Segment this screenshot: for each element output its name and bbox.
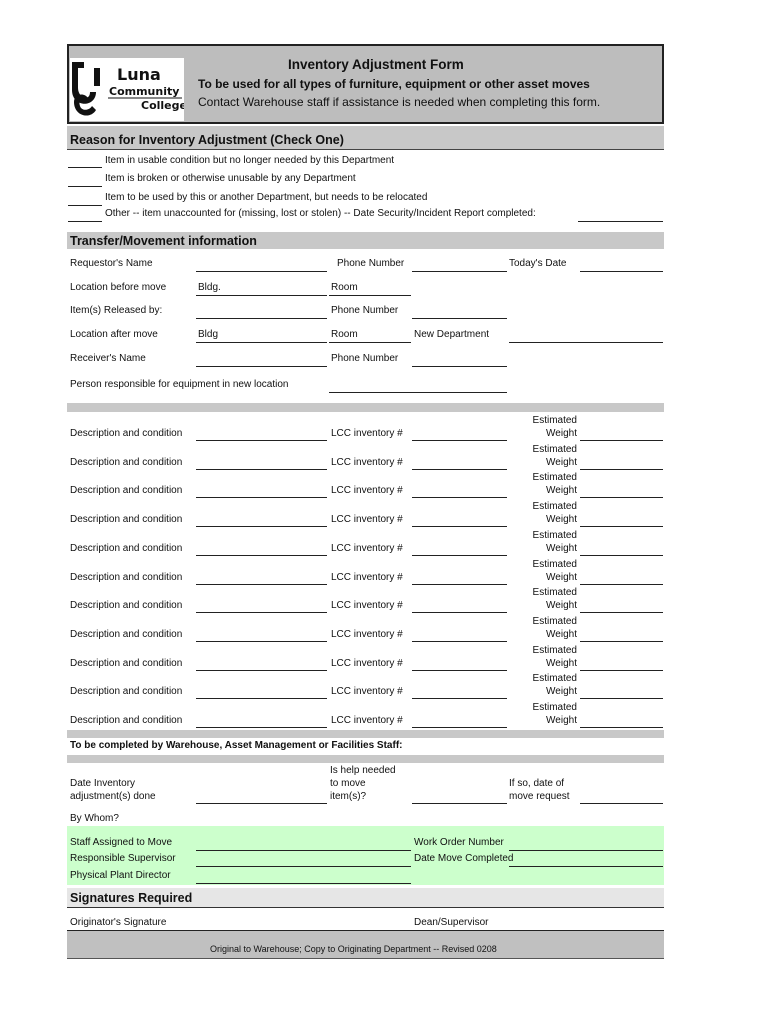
college-logo xyxy=(70,58,184,121)
item-weight-field-4[interactable] xyxy=(580,526,663,527)
room-before-field[interactable] xyxy=(329,295,411,296)
item-lcc-label-8: LCC inventory # xyxy=(331,629,403,640)
todays-date-label: Today's Date xyxy=(509,258,567,269)
item-lcc-field-8[interactable] xyxy=(412,641,507,642)
dean-supervisor-label: Dean/Supervisor xyxy=(414,917,489,928)
item-weight-field-2[interactable] xyxy=(580,469,663,470)
college-logo-icon xyxy=(70,58,184,121)
item-description-label-9: Description and condition xyxy=(70,658,183,669)
item-weight-field-8[interactable] xyxy=(580,641,663,642)
new-department-label: New Department xyxy=(414,329,490,340)
item-description-label-5: Description and condition xyxy=(70,543,183,554)
released-phone-label: Phone Number xyxy=(331,305,399,316)
item-description-field-5[interactable] xyxy=(196,555,327,556)
form-title: Inventory Adjustment Form xyxy=(288,57,464,72)
item-lcc-field-5[interactable] xyxy=(412,555,507,556)
item-estimated-label-9: Estimated xyxy=(532,645,577,656)
by-whom-label: By Whom? xyxy=(70,813,119,824)
bldg-after-field[interactable] xyxy=(196,342,327,343)
item-weight-label-8: Weight xyxy=(546,629,577,640)
requestor-label: Requestor's Name xyxy=(70,258,153,269)
item-description-label-2: Description and condition xyxy=(70,457,183,468)
receiver-label: Receiver's Name xyxy=(70,353,146,364)
item-weight-label-3: Weight xyxy=(546,485,577,496)
incident-report-date-field[interactable] xyxy=(578,221,663,222)
move-request-label-2: move request xyxy=(509,791,570,802)
svg-text:College: College xyxy=(141,99,184,112)
item-lcc-label-10: LCC inventory # xyxy=(331,686,403,697)
item-description-field-11[interactable] xyxy=(196,727,327,728)
receiver-phone-field[interactable] xyxy=(412,366,507,367)
item-weight-label-5: Weight xyxy=(546,543,577,554)
reason-option-4: Other -- item unaccounted for (missing, lost or stolen) -- Date Security/Incident Report completed: xyxy=(105,208,536,219)
item-weight-label-10: Weight xyxy=(546,686,577,697)
plant-director-field[interactable] xyxy=(196,883,411,884)
staff-assigned-label: Staff Assigned to Move xyxy=(70,837,173,848)
reason-checkbox-4[interactable] xyxy=(68,221,102,222)
requestor-phone-label: Phone Number xyxy=(337,258,405,269)
svg-text:Luna: Luna xyxy=(117,65,161,84)
plant-director-label: Physical Plant Director xyxy=(70,870,171,881)
item-lcc-field-10[interactable] xyxy=(412,698,507,699)
bldg-before-field[interactable] xyxy=(196,295,327,296)
item-weight-label-11: Weight xyxy=(546,715,577,726)
help-needed-label-2: to move xyxy=(330,778,366,789)
work-order-label: Work Order Number xyxy=(414,837,504,848)
signatures-heading: Signatures Required xyxy=(70,891,193,905)
reason-checkbox-1[interactable] xyxy=(68,167,102,168)
item-estimated-label-10: Estimated xyxy=(532,673,577,684)
item-description-label-10: Description and condition xyxy=(70,686,183,697)
item-description-field-1[interactable] xyxy=(196,440,327,441)
new-department-field[interactable] xyxy=(509,342,663,343)
receiver-phone-label: Phone Number xyxy=(331,353,399,364)
item-lcc-field-7[interactable] xyxy=(412,612,507,613)
items-section-bar xyxy=(67,403,664,412)
item-lcc-label-5: LCC inventory # xyxy=(331,543,403,554)
item-lcc-field-6[interactable] xyxy=(412,584,507,585)
transfer-heading: Transfer/Movement information xyxy=(70,234,257,248)
item-description-label-3: Description and condition xyxy=(70,485,183,496)
item-description-label-6: Description and condition xyxy=(70,572,183,583)
date-done-field[interactable] xyxy=(196,803,327,804)
receiver-field[interactable] xyxy=(196,366,327,367)
reason-heading: Reason for Inventory Adjustment (Check One) xyxy=(70,133,344,147)
item-weight-label-6: Weight xyxy=(546,572,577,583)
form-contact-note: Contact Warehouse staff if assistance is needed when completing this form. xyxy=(198,95,601,109)
item-lcc-field-2[interactable] xyxy=(412,469,507,470)
person-responsible-field[interactable] xyxy=(329,392,507,393)
item-description-label-8: Description and condition xyxy=(70,629,183,640)
work-order-field[interactable] xyxy=(509,850,663,851)
item-description-label-11: Description and condition xyxy=(70,715,183,726)
item-description-label-1: Description and condition xyxy=(70,428,183,439)
date-completed-label: Date Move Completed xyxy=(414,853,514,864)
item-lcc-field-9[interactable] xyxy=(412,670,507,671)
bldg-after-label: Bldg xyxy=(198,329,219,340)
location-before-label: Location before move xyxy=(70,282,167,293)
item-estimated-label-5: Estimated xyxy=(532,530,577,541)
item-estimated-label-8: Estimated xyxy=(532,616,577,627)
responsible-supervisor-field[interactable] xyxy=(196,866,411,867)
item-description-field-2[interactable] xyxy=(196,469,327,470)
item-weight-field-11[interactable] xyxy=(580,727,663,728)
item-lcc-label-6: LCC inventory # xyxy=(331,572,403,583)
requestor-phone-field[interactable] xyxy=(412,271,507,272)
date-done-label-2: adjustment(s) done xyxy=(70,791,156,802)
item-description-field-9[interactable] xyxy=(196,670,327,671)
reason-checkbox-2[interactable] xyxy=(68,186,102,187)
item-estimated-label-2: Estimated xyxy=(532,444,577,455)
item-weight-field-1[interactable] xyxy=(580,440,663,441)
released-by-label: Item(s) Released by: xyxy=(70,305,163,316)
help-needed-label-3: item(s)? xyxy=(330,791,367,802)
item-description-label-7: Description and condition xyxy=(70,600,183,611)
form-subtitle: To be used for all types of furniture, equipment or other asset moves xyxy=(198,77,590,91)
item-weight-label-2: Weight xyxy=(546,457,577,468)
item-lcc-field-3[interactable] xyxy=(412,497,507,498)
reason-option-3: Item to be used by this or another Department, but needs to be relocated xyxy=(105,192,428,203)
responsible-supervisor-label: Responsible Supervisor xyxy=(70,853,176,864)
item-lcc-label-1: LCC inventory # xyxy=(331,428,403,439)
reason-checkbox-3[interactable] xyxy=(68,205,102,206)
item-weight-field-9[interactable] xyxy=(580,670,663,671)
item-description-field-7[interactable] xyxy=(196,612,327,613)
item-lcc-label-2: LCC inventory # xyxy=(331,457,403,468)
item-lcc-label-3: LCC inventory # xyxy=(331,485,403,496)
released-by-field[interactable] xyxy=(196,318,327,319)
room-after-label: Room xyxy=(331,329,358,340)
help-needed-label-1: Is help needed xyxy=(330,765,396,776)
item-description-field-4[interactable] xyxy=(196,526,327,527)
room-after-field[interactable] xyxy=(329,342,411,343)
item-lcc-label-4: LCC inventory # xyxy=(331,514,403,525)
warehouse-top-bar xyxy=(67,730,664,738)
reason-option-1: Item in usable condition but no longer needed by this Department xyxy=(105,155,395,166)
item-weight-label-4: Weight xyxy=(546,514,577,525)
svg-text:Community: Community xyxy=(109,85,180,98)
item-description-field-6[interactable] xyxy=(196,584,327,585)
date-done-label-1: Date Inventory xyxy=(70,778,136,789)
item-description-label-4: Description and condition xyxy=(70,514,183,525)
date-completed-field[interactable] xyxy=(509,866,663,867)
staff-assigned-field[interactable] xyxy=(196,850,411,851)
move-request-label-1: If so, date of xyxy=(509,778,565,789)
item-lcc-field-11[interactable] xyxy=(412,727,507,728)
reason-option-2: Item is broken or otherwise unusable by any Department xyxy=(105,173,356,184)
item-description-field-10[interactable] xyxy=(196,698,327,699)
move-request-date-field[interactable] xyxy=(580,803,663,804)
item-lcc-label-7: LCC inventory # xyxy=(331,600,403,611)
item-estimated-label-11: Estimated xyxy=(532,702,577,713)
released-phone-field[interactable] xyxy=(412,318,507,319)
room-before-label: Room xyxy=(331,282,358,293)
item-lcc-label-11: LCC inventory # xyxy=(331,715,403,726)
item-weight-label-7: Weight xyxy=(546,600,577,611)
location-after-label: Location after move xyxy=(70,329,158,340)
item-weight-field-7[interactable] xyxy=(580,612,663,613)
item-lcc-field-4[interactable] xyxy=(412,526,507,527)
item-estimated-label-7: Estimated xyxy=(532,587,577,598)
item-estimated-label-1: Estimated xyxy=(532,415,577,426)
item-estimated-label-4: Estimated xyxy=(532,501,577,512)
item-weight-field-10[interactable] xyxy=(580,698,663,699)
item-weight-label-9: Weight xyxy=(546,658,577,669)
item-weight-field-6[interactable] xyxy=(580,584,663,585)
item-estimated-label-6: Estimated xyxy=(532,559,577,570)
help-needed-field[interactable] xyxy=(412,803,507,804)
person-responsible-label: Person responsible for equipment in new location xyxy=(70,379,289,390)
requestor-field[interactable] xyxy=(196,271,327,272)
warehouse-heading: To be completed by Warehouse, Asset Management or Facilities Staff: xyxy=(70,740,403,751)
item-lcc-label-9: LCC inventory # xyxy=(331,658,403,669)
originator-signature-label: Originator's Signature xyxy=(70,917,167,928)
warehouse-sub-bar xyxy=(67,755,664,763)
item-lcc-field-1[interactable] xyxy=(412,440,507,441)
item-weight-field-3[interactable] xyxy=(580,497,663,498)
item-description-field-3[interactable] xyxy=(196,497,327,498)
bldg-before-label: Bldg. xyxy=(198,282,221,293)
item-estimated-label-3: Estimated xyxy=(532,472,577,483)
item-weight-field-5[interactable] xyxy=(580,555,663,556)
item-description-field-8[interactable] xyxy=(196,641,327,642)
item-weight-label-1: Weight xyxy=(546,428,577,439)
footer-note: Original to Warehouse; Copy to Originating Department -- Revised 0208 xyxy=(210,944,497,954)
todays-date-field[interactable] xyxy=(580,271,663,272)
